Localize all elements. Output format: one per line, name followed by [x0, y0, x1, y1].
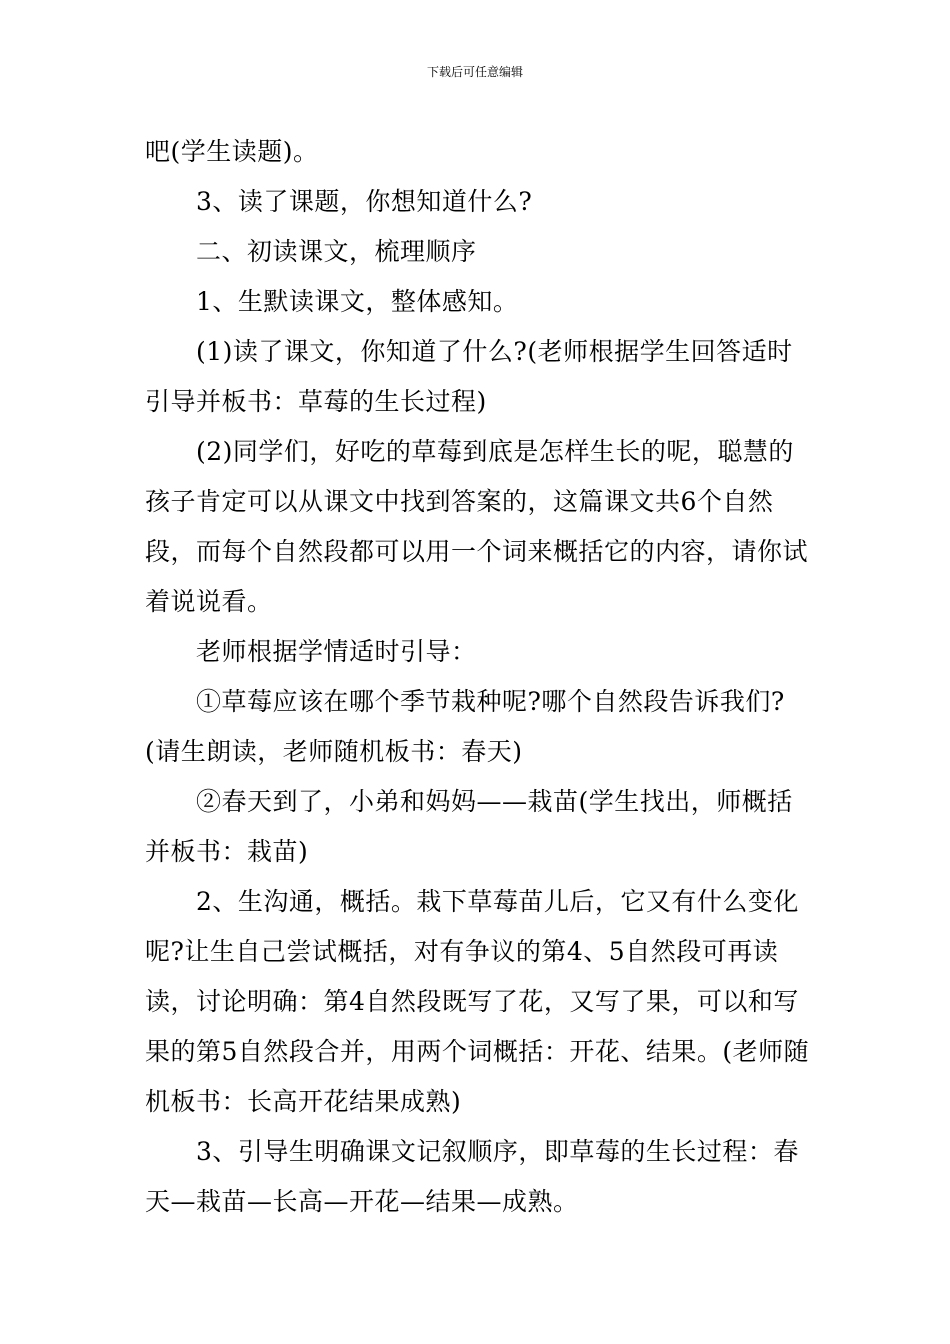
paragraph: ②春天到了，小弟和妈妈——栽苗(学生找出，师概括并板书：栽苗): [145, 787, 793, 866]
paragraph: (2)同学们，好吃的草莓到底是怎样生长的呢，聪慧的孩子肯定可以从课文中找到答案的，这篇课文共6个自然段，而每个自然段都可以用一个词来概括它的内容，请你试着说说看。: [145, 437, 809, 616]
paragraph: 3、引导生明确课文记叙顺序，即草莓的生长过程：春天—栽苗—长高—开花—结果—成熟。: [145, 1137, 799, 1216]
paragraph: (1)读了课文，你知道了什么?(老师根据学生回答适时引导并板书：草莓的生长过程): [145, 337, 793, 416]
paragraph: 2、生沟通，概括。栽下草莓苗儿后，它又有什么变化呢?让生自己尝试概括，对有争议的第4、5自然段可再读读，讨论明确：第4自然段既写了花，又写了果，可以和写果的第5自然段合并，用两个词概括：开花、结果。(老师随机板书：长高开花结果成熟): [145, 887, 810, 1116]
document-body: [145, 127, 815, 1227]
paragraph: 吧(学生读题)。: [145, 137, 319, 166]
paragraph: ①草莓应该在哪个季节栽种呢?哪个自然段告诉我们?(请生朗读，老师随机板书：春天): [145, 687, 785, 766]
page-header: 下载后可任意编辑: [426, 65, 523, 79]
paragraph: 3、读了课题，你想知道什么?: [196, 187, 533, 216]
paragraph: 老师根据学情适时引导：: [196, 637, 477, 666]
paragraph: 1、生默读课文，整体感知。: [196, 287, 519, 316]
section-heading: 二、初读课文，梳理顺序: [196, 237, 477, 266]
